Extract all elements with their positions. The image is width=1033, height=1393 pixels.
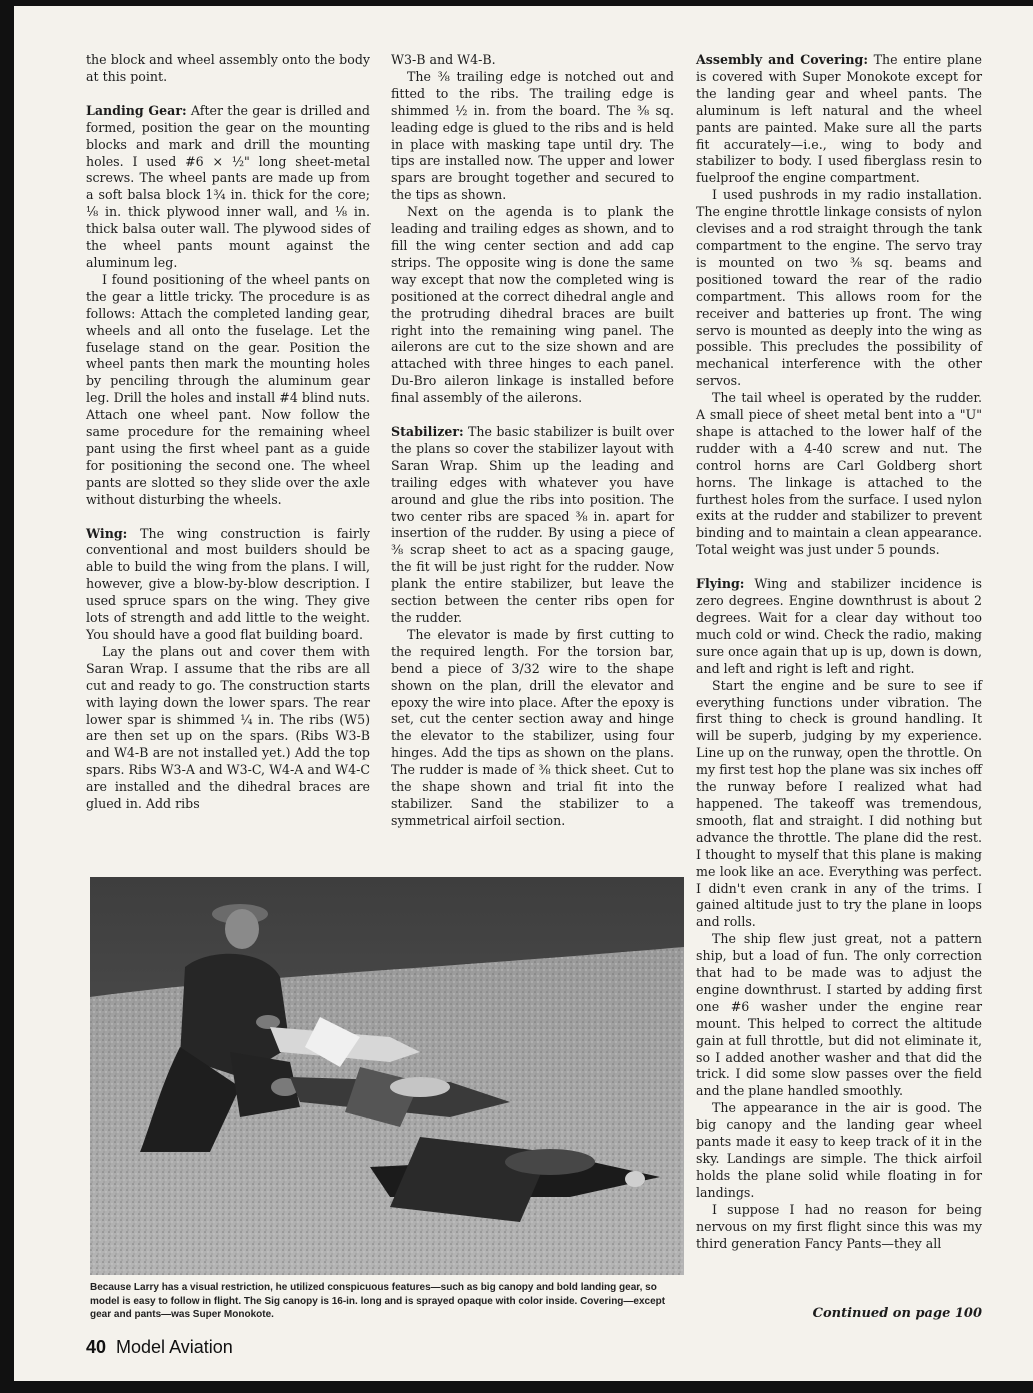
section-heading-flying: Flying: xyxy=(696,576,745,592)
paragraph xyxy=(696,52,982,187)
paragraph: I used pushrods in my radio installation. The engine throttle linkage consists of nylon clevises and a rod straight through the tank compartment to the engine. The servo tray is mounted on two ⅜ sq. beams and positioned toward the rear of the radio compartment. This allows room for the receiver and batteries up front. The wing servo is mounted as deeply into the wing as possible. This precludes the possibility of mechanical interference with the other servos. xyxy=(696,187,982,389)
paragraph: The tail wheel is operated by the rudder. A small piece of sheet metal bent into a "U" shape is attached to the lower half of the rudder with a 4-40 screw and nut. The control horns are Carl Goldberg short horns. The linkage is attached to the furthest holes from the surface. I used nylon exits at the rudder and stabilizer to prevent binding and to maintain a clean appearance. Total weight was just under 5 pounds. xyxy=(696,390,982,558)
column-1 xyxy=(86,52,370,813)
paragraph: the block and wheel assembly onto the body at this point. xyxy=(86,52,370,84)
paragraph: Next on the agenda is to plank the leading and trailing edges as shown, and to fill the wing center section and add cap strips. The opposite wing is done the same way except that now the completed wing is positioned at the correct dihedral angle and the protruding dihedral braces are built right into the remaining wing panel. The ailerons are cut to the size shown and are attached with three hinges to each panel. Du-Bro aileron linkage is installed before final assembly of the ailerons. xyxy=(391,204,674,406)
section-heading-wing: Wing: xyxy=(86,525,128,541)
column-2 xyxy=(391,52,674,830)
page-number: 40 xyxy=(86,1337,107,1357)
continued-note: Continued on page 100 xyxy=(812,1306,982,1321)
paragraph: The appearance in the air is good. The big canopy and the landing gear wheel pants made it easy to keep track of it in the sky. Landings are simple. The thick airfoil holds the plane solid while floating in for landings. xyxy=(696,1100,982,1200)
paragraph-text: After the gear is drilled and formed, position the gear on the mounting blocks and mark and drill the mounting holes. I used #6 × ½" long sheet-metal screws. The wheel pants are made up from a soft balsa block 1¾ in. thick for the core; ⅛ in. thick plywood inner wall, and ⅛ in. thick balsa outer wall. The plywood sides of the wheel pants mount against the aluminum leg. xyxy=(86,102,370,270)
section-heading-assembly: Assembly and Covering: xyxy=(696,52,869,67)
paragraph xyxy=(391,424,674,627)
photo-pilot-with-model-planes xyxy=(90,877,684,1275)
paragraph: W3-B and W4-B. xyxy=(391,52,496,67)
photo-caption: Because Larry has a visual restriction, he utilized conspicuous features—such as big canopy and bold landing gear, so model is easy to follow in flight. The Sig canopy is 16-in. long and is sprayed opaque with color inside. Covering—except gear and pants—was Super Monokote. xyxy=(90,1282,666,1320)
paragraph: The elevator is made by first cutting to the required length. For the torsion bar, bend a piece of 3/32 wire to the shape shown on the plan, drill the elevator and epoxy the wire into place. After the epoxy is set, cut the center section away and hinge the elevator to the stabilizer, using four hinges. Add the tips as shown on the plans. The rudder is made of ⅜ thick sheet. Cut to the shape shown and trial fit into the stabilizer. Sand the stabilizer to a symmetrical airfoil section. xyxy=(391,626,674,828)
paragraph-text: Wing and stabilizer incidence is zero degrees. Engine downthrust is about 2 degrees. Wait for a clear day without too much cold or wind. Check the radio, making sure once again that up is up, down is down, and left and right is left and right. xyxy=(696,576,982,676)
paragraph: The ship flew just great, not a pattern ship, but a load of fun. The only correction that had to be made was to adjust the engine downthrust. I started by adding first one #6 washer under the engine rear mount. This helped to correct the altitude gain at full throttle, but did not eliminate it, so I added another washer and that did the trick. I did some slow passes over the field and the plane handled smoothly. xyxy=(696,931,982,1099)
paragraph xyxy=(696,576,982,677)
paragraph: I found positioning of the wheel pants on the gear a little tricky. The procedure is as follows: Attach the completed landing gear, wheels and all onto the fuselage. Let the fuselage stand on the gear. Position the wheel pants then mark the mounting holes by penciling through the aluminum gear leg. Drill the holes and install #4 blind nuts. Attach one wheel pant. Now follow the same procedure for the remaining wheel pant using the first wheel pant as a guide for positioning the second one. The wheel pants are slotted so they slide over the axle without disturbing the wheels. xyxy=(86,271,370,507)
section-heading-stabilizer: Stabilizer: xyxy=(391,424,464,440)
magazine-name: Model Aviation xyxy=(116,1337,233,1357)
column-3 xyxy=(696,52,982,1252)
paragraph: Lay the plans out and cover them with Saran Wrap. I assume that the ribs are all cut and ready to go. The construction starts with laying down the lower spars. The rear lower spar is shimmed ¼ in. The ribs (W5) are then set up on the spars. (Ribs W3-B and W4-B are not installed yet.) Add the top spars. Ribs W3-A and W3-C, W4-A and W4-C are installed and the dihedral braces are glued in. Add ribs xyxy=(86,643,370,812)
photo-illustration xyxy=(90,877,684,1275)
page-footer xyxy=(86,1337,233,1358)
paragraph: Start the engine and be sure to see if everything functions under vibration. The first thing to check is ground handling. It will be superb, judging by my experience. Line up on the runway, open the throttle. On my first test hop the plane was six inches off the runway before I realized what had happened. The takeoff was tremendous, smooth, flat and straight. I did nothing but advance the throttle. The plane did the rest. I thought to myself that this plane is making me look like an ace. Everything was perfect. I didn't even crank in any of the trims. I gained altitude just to try the plane in loops and rolls. xyxy=(696,677,982,930)
paragraph-text: The wing construction is fairly conventional and most builders should be able to build the wing from the plans. I will, however, give a blow-by-blow description. I used spruce spars on the wing. They give lots of strength and add little to the weight. You should have a good flat building board. xyxy=(86,525,370,642)
paragraph xyxy=(86,526,370,644)
paragraph: The ⅜ trailing edge is notched out and fitted to the ribs. The trailing edge is shimmed ½ in. from the board. The ⅜ sq. leading edge is glued to the ribs and is held in place with masking tape until dry. The tips are installed now. The upper and lower spars are brought together and secured to the tips as shown. xyxy=(391,68,674,203)
paragraph xyxy=(86,103,370,272)
section-heading-landing-gear: Landing Gear: xyxy=(86,102,187,118)
paragraph-text: The basic stabilizer is built over the plans so cover the stabilizer layout with Saran Wrap. Shim up the leading and trailing edges with whatever you have around and glue the ribs into position. The two center ribs are spaced ⅜ in. apart for insertion of the rudder. By using a piece of ⅜ scrap sheet to act as a spacing gauge, the fit will be just right for the rudder. Now plank the entire stabilizer, but leave the section between the center ribs open for the rudder. xyxy=(391,424,674,625)
paragraph: I suppose I had no reason for being nervous on my first flight since this was my third generation Fancy Pants—they all xyxy=(696,1201,982,1251)
paragraph-text: The entire plane is covered with Super Monokote except for the landing gear and wheel pants. The aluminum is left natural and the wheel pants are painted. Make sure all the parts fit accurately—i.e., wing to body and stabilizer to body. I used fiberglass resin to fuelproof the engine compartment. xyxy=(696,52,982,186)
